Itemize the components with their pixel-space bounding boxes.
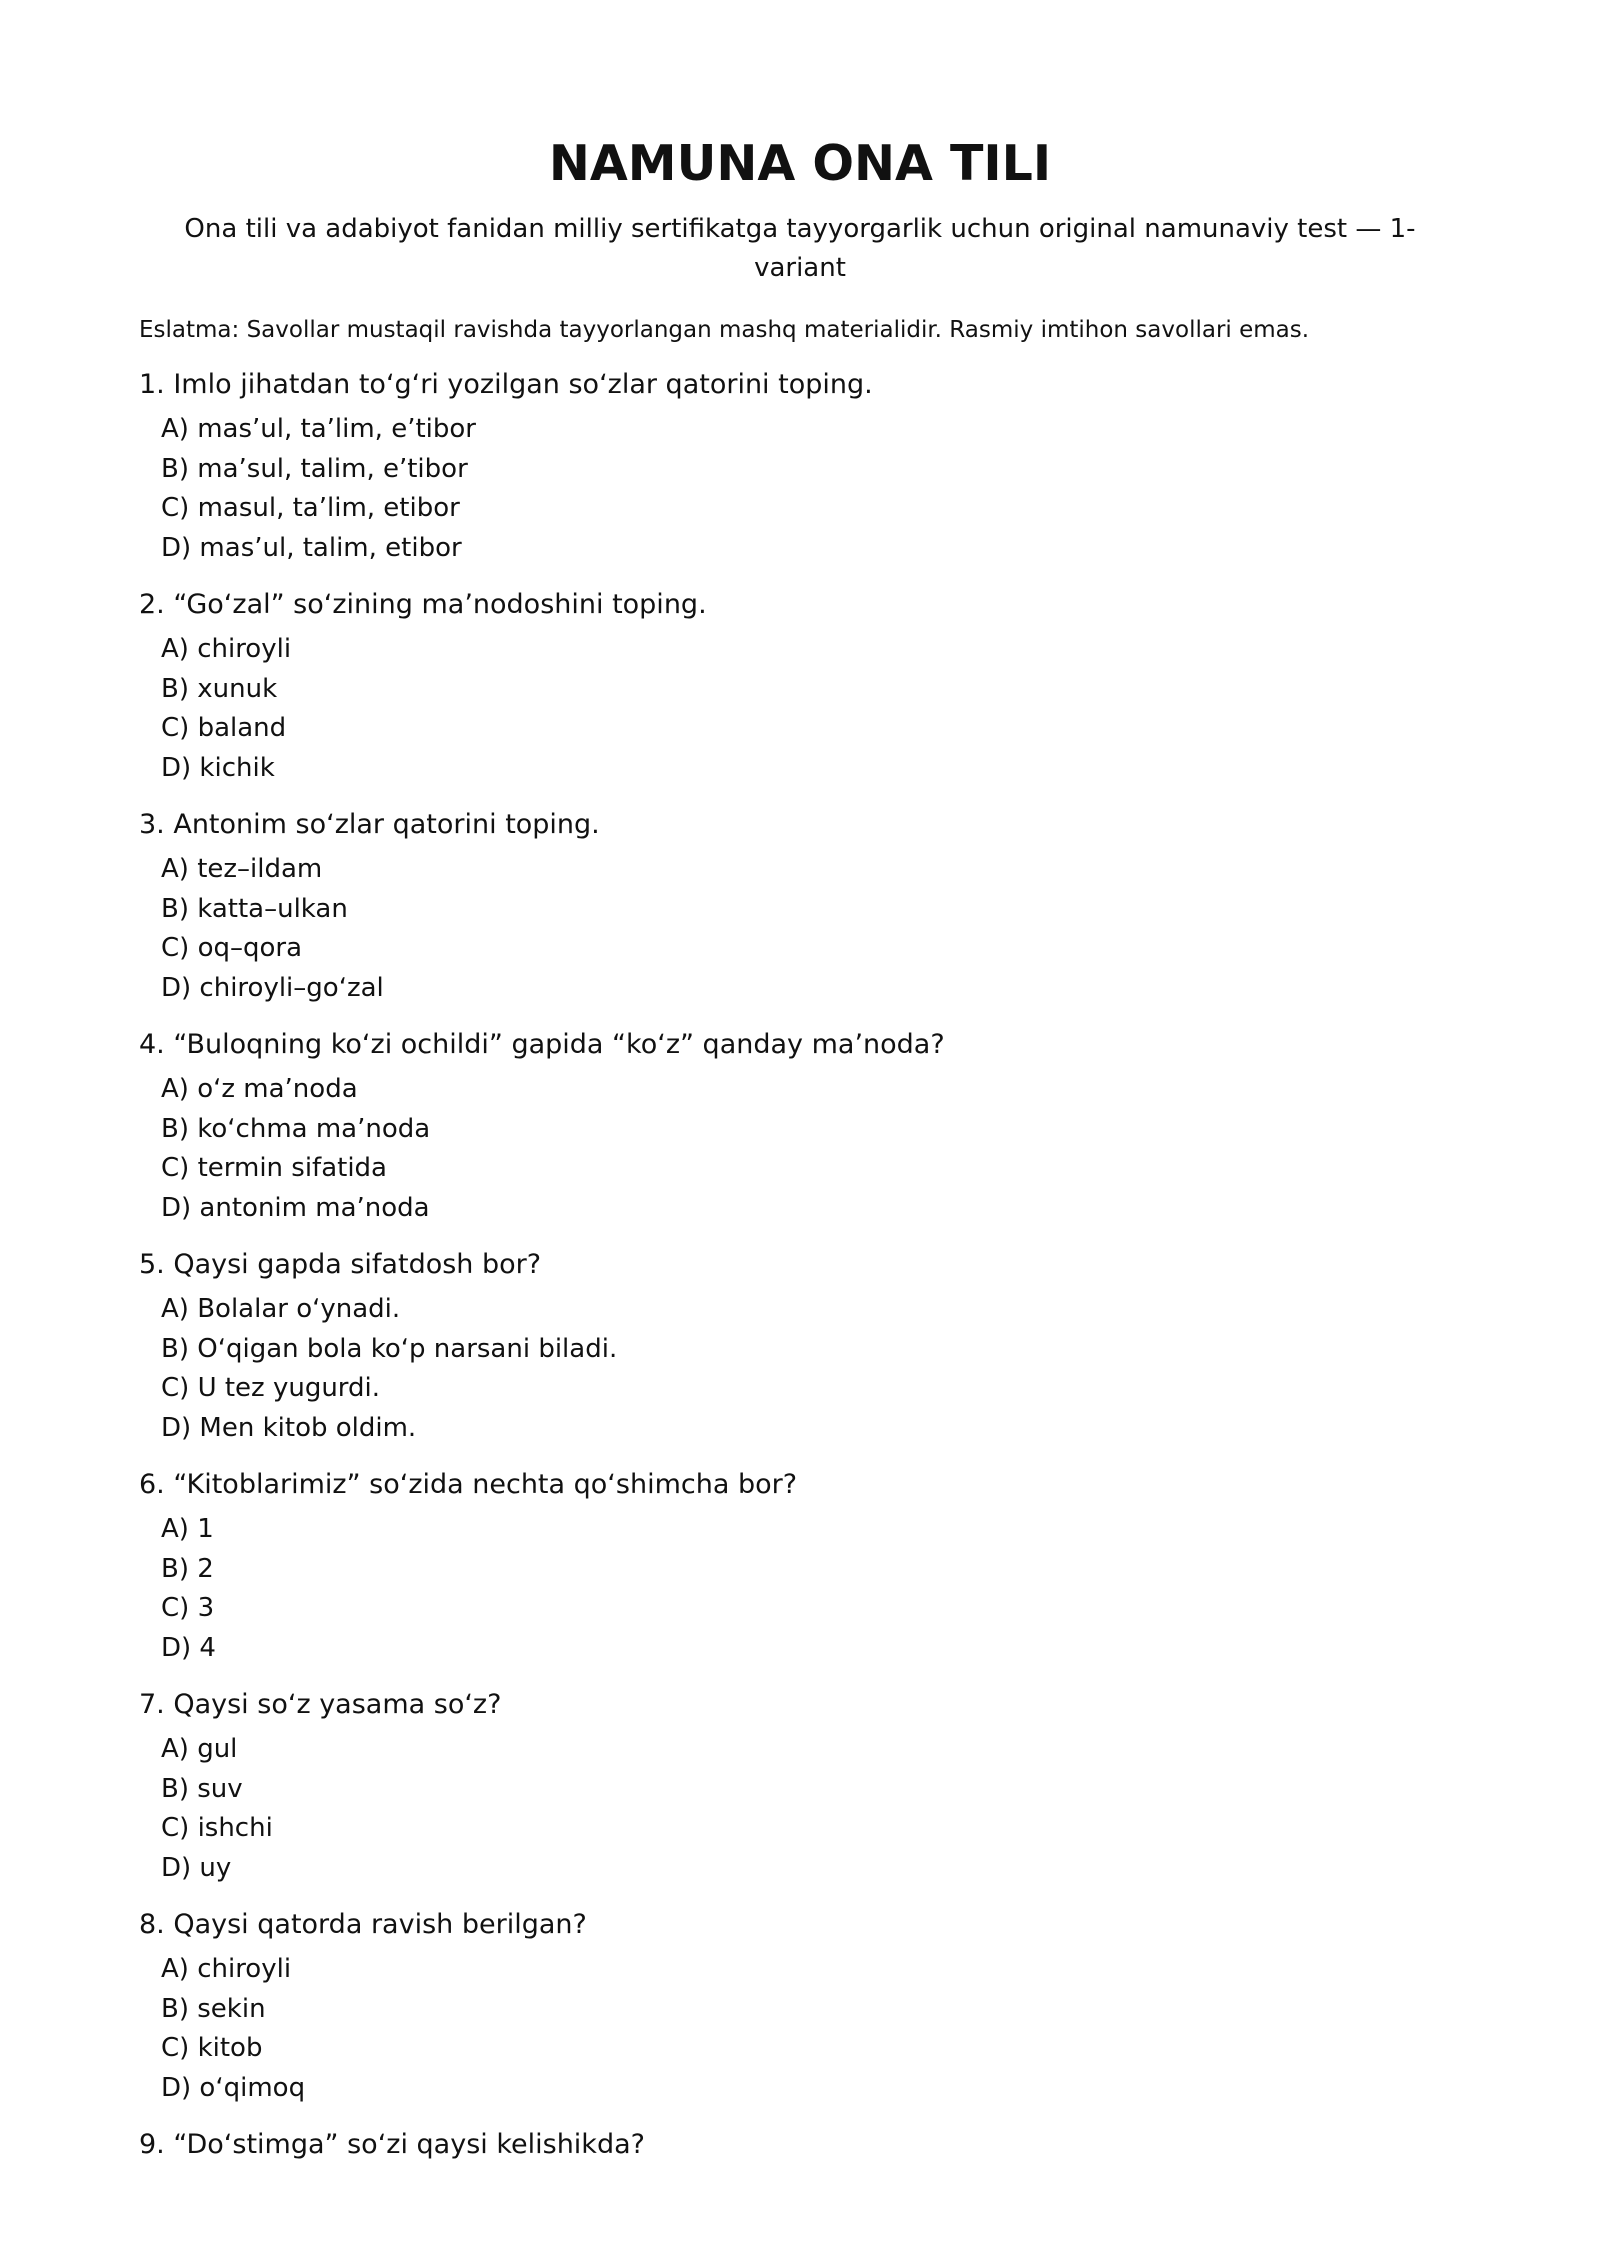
disclaimer-note: Eslatma: Savollar mustaqil ravishda tayyorlangan mashq materialidir. Rasmiy imtihon savollari emas. — [139, 317, 1310, 343]
option-d: D) kichik — [161, 752, 275, 783]
option-c: C) 3 — [161, 1593, 215, 1623]
option-d: D) mas’ul, talim, etibor — [161, 532, 462, 563]
question-text: 7. Qaysi soʻz yasama soʻz? — [139, 1689, 502, 1720]
answer-options — [139, 1290, 1499, 1448]
option-c: C) oq–qora — [161, 933, 303, 963]
question-text: 8. Qaysi qatorda ravish berilgan? — [139, 1909, 587, 1940]
question-text: 5. Qaysi gapda sifatdosh bor? — [139, 1249, 542, 1280]
option-b: B) sekin — [161, 1993, 266, 2024]
question-6 — [139, 1464, 1499, 1668]
page-subtitle: Ona tili va adabiyot fanidan milliy sertifikatga tayyorgarlik uchun original namunaviy test — 1-variant — [184, 214, 1416, 283]
question-text: 2. “Goʻzal” soʻzining ma’nodoshini toping. — [139, 589, 707, 620]
option-a: A) oʻz ma’noda — [161, 1074, 358, 1104]
option-a: A) gul — [161, 1734, 238, 1764]
option-d: D) Men kitob oldim. — [161, 1412, 417, 1443]
option-d: D) chiroyli–goʻzal — [161, 972, 384, 1003]
question-text: 4. “Buloqning koʻzi ochildi” gapida “koʻz” qanday ma’noda? — [139, 1029, 945, 1060]
answer-options — [139, 630, 1499, 788]
answer-options — [139, 410, 1499, 568]
option-b: B) ma’sul, talim, e’tibor — [161, 453, 468, 484]
question-text: 3. Antonim soʻzlar qatorini toping. — [139, 809, 600, 840]
option-d: D) antonim ma’noda — [161, 1192, 430, 1223]
option-b: B) 2 — [161, 1553, 214, 1584]
question-9 — [139, 2124, 1499, 2166]
question-text: 6. “Kitoblarimiz” soʻzida nechta qoʻshimcha bor? — [139, 1469, 798, 1500]
option-c: C) U tez yugurdi. — [161, 1373, 381, 1403]
question-8 — [139, 1904, 1499, 2108]
question-list — [139, 364, 1499, 2182]
question-5 — [139, 1244, 1499, 1448]
question-7 — [139, 1684, 1499, 1888]
option-b: B) katta–ulkan — [161, 893, 348, 924]
question-1 — [139, 364, 1499, 568]
answer-options — [139, 1730, 1499, 1888]
answer-options — [139, 1070, 1499, 1228]
answer-options — [139, 1510, 1499, 1668]
option-a: A) Bolalar oʻynadi. — [161, 1294, 401, 1324]
option-c: C) termin sifatida — [161, 1153, 387, 1183]
answer-options — [139, 850, 1499, 1008]
option-b: B) xunuk — [161, 673, 278, 704]
answer-options — [139, 1950, 1499, 2108]
question-3 — [139, 804, 1499, 1008]
option-d: D) 4 — [161, 1632, 216, 1663]
option-b: B) koʻchma ma’noda — [161, 1113, 431, 1144]
option-c: C) baland — [161, 713, 287, 743]
question-4 — [139, 1024, 1499, 1228]
option-a: A) 1 — [161, 1514, 214, 1544]
option-c: C) kitob — [161, 2033, 263, 2063]
question-text: 9. “Doʻstimga” soʻzi qaysi kelishikda? — [139, 2129, 645, 2160]
option-c: C) ishchi — [161, 1813, 273, 1843]
option-a: A) mas’ul, ta’lim, e’tibor — [161, 414, 476, 444]
question-2 — [139, 584, 1499, 788]
option-d: D) oʻqimoq — [161, 2072, 306, 2103]
option-d: D) uy — [161, 1852, 232, 1883]
question-text: 1. Imlo jihatdan toʻgʻri yozilgan soʻzlar qatorini toping. — [139, 369, 873, 400]
page-title: NAMUNA ONA TILI — [548, 135, 1052, 192]
option-a: A) chiroyli — [161, 634, 292, 664]
option-a: A) chiroyli — [161, 1954, 292, 1984]
option-b: B) suv — [161, 1773, 243, 1804]
option-a: A) tez–ildam — [161, 854, 323, 884]
option-b: B) Oʻqigan bola koʻp narsani biladi. — [161, 1333, 618, 1364]
option-c: C) masul, ta’lim, etibor — [161, 493, 460, 523]
